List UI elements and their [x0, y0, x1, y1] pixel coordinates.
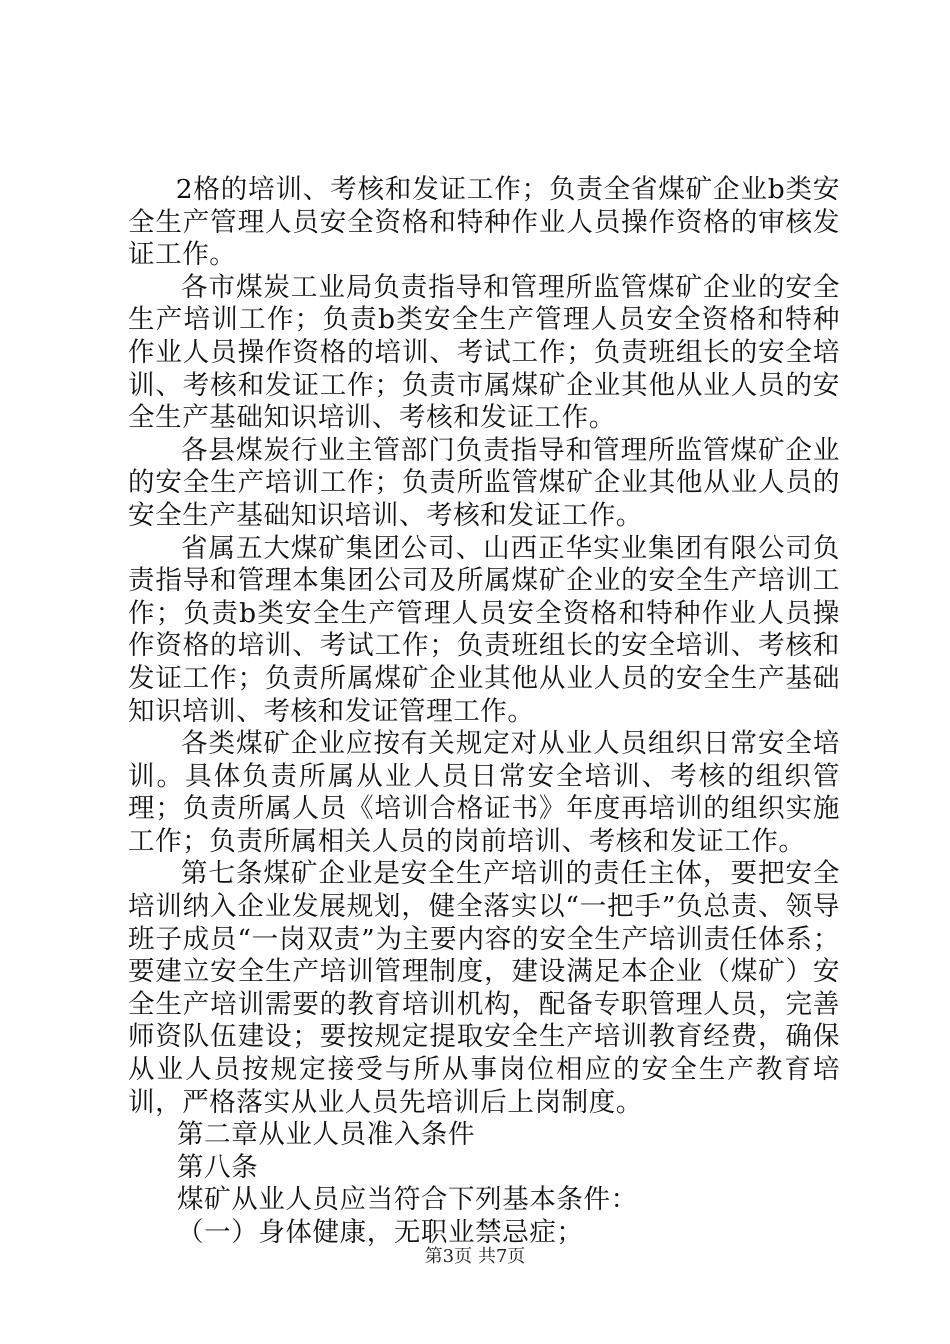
conditions-intro: 煤矿从业人员应当符合下列基本条件：	[177, 1184, 638, 1216]
condition-item-1: （一）身体健康，无职业禁忌症；	[177, 1217, 584, 1248]
document-body	[128, 174, 840, 1250]
paragraph-5: 各类煤矿企业应按有关规定对从业人员组织日常安全培训。具体负责所属从业人员日常安全培训、考核的组织管理；负责所属人员《培训合格证书》年度再培训的组织实施工作；负责所属相关人员的岗前培训、考核和发证工作。	[128, 728, 840, 857]
paragraph-1: 2格的培训、考核和发证工作；负责全省煤矿企业b类安全生产管理人员安全资格和特种作业人员操作资格的审核发证工作。	[128, 174, 840, 271]
chapter-heading: 第二章从业人员准入条件	[177, 1119, 476, 1151]
paragraph-2: 各市煤炭工业局负责指导和管理所监管煤矿企业的安全生产培训工作；负责b类安全生产管理人员安全资格和特种作业人员操作资格的培训、考试工作；负责班组长的安全培训、考核和发证工作；负责市属煤矿企业其他从业人员的安全生产基础知识培训、考核和发证工作。	[128, 271, 840, 434]
paragraph-4: 省属五大煤矿集团公司、山西正华实业集团有限公司负责指导和管理本集团公司及所属煤矿企业的安全生产培训工作；负责b类安全生产管理人员安全资格和特种作业人员操作资格的培训、考试工作；负责班组长的安全培训、考核和发证工作；负责所属煤矿企业其他从业人员的安全生产基础知识培训、考核和发证管理工作。	[128, 532, 840, 727]
article-heading: 第八条	[177, 1151, 259, 1183]
paragraph-3: 各县煤炭行业主管部门负责指导和管理所监管煤矿企业的安全生产培训工作；负责所监管煤矿企业其他从业人员的安全生产基础知识培训、考核和发证工作。	[128, 434, 840, 531]
paragraph-6: 第七条煤矿企业是安全生产培训的责任主体，要把安全培训纳入企业发展规划，健全落实以“一把手”负总责、领导班子成员“一岗双责”为主要内容的安全生产培训责任体系；要建立安全生产培训管理制度，建设满足本企业（煤矿）安全生产培训需要的教育培训机构，配备专职管理人员，完善师资队伍建设；要按规定提取安全生产培训教育经费，确保从业人员按规定接受与所从事岗位相应的安全生产教育培训，严格落实从业人员先培训后上岗制度。	[128, 858, 840, 1118]
page-number-footer: 第3页 共7页	[424, 1246, 526, 1267]
